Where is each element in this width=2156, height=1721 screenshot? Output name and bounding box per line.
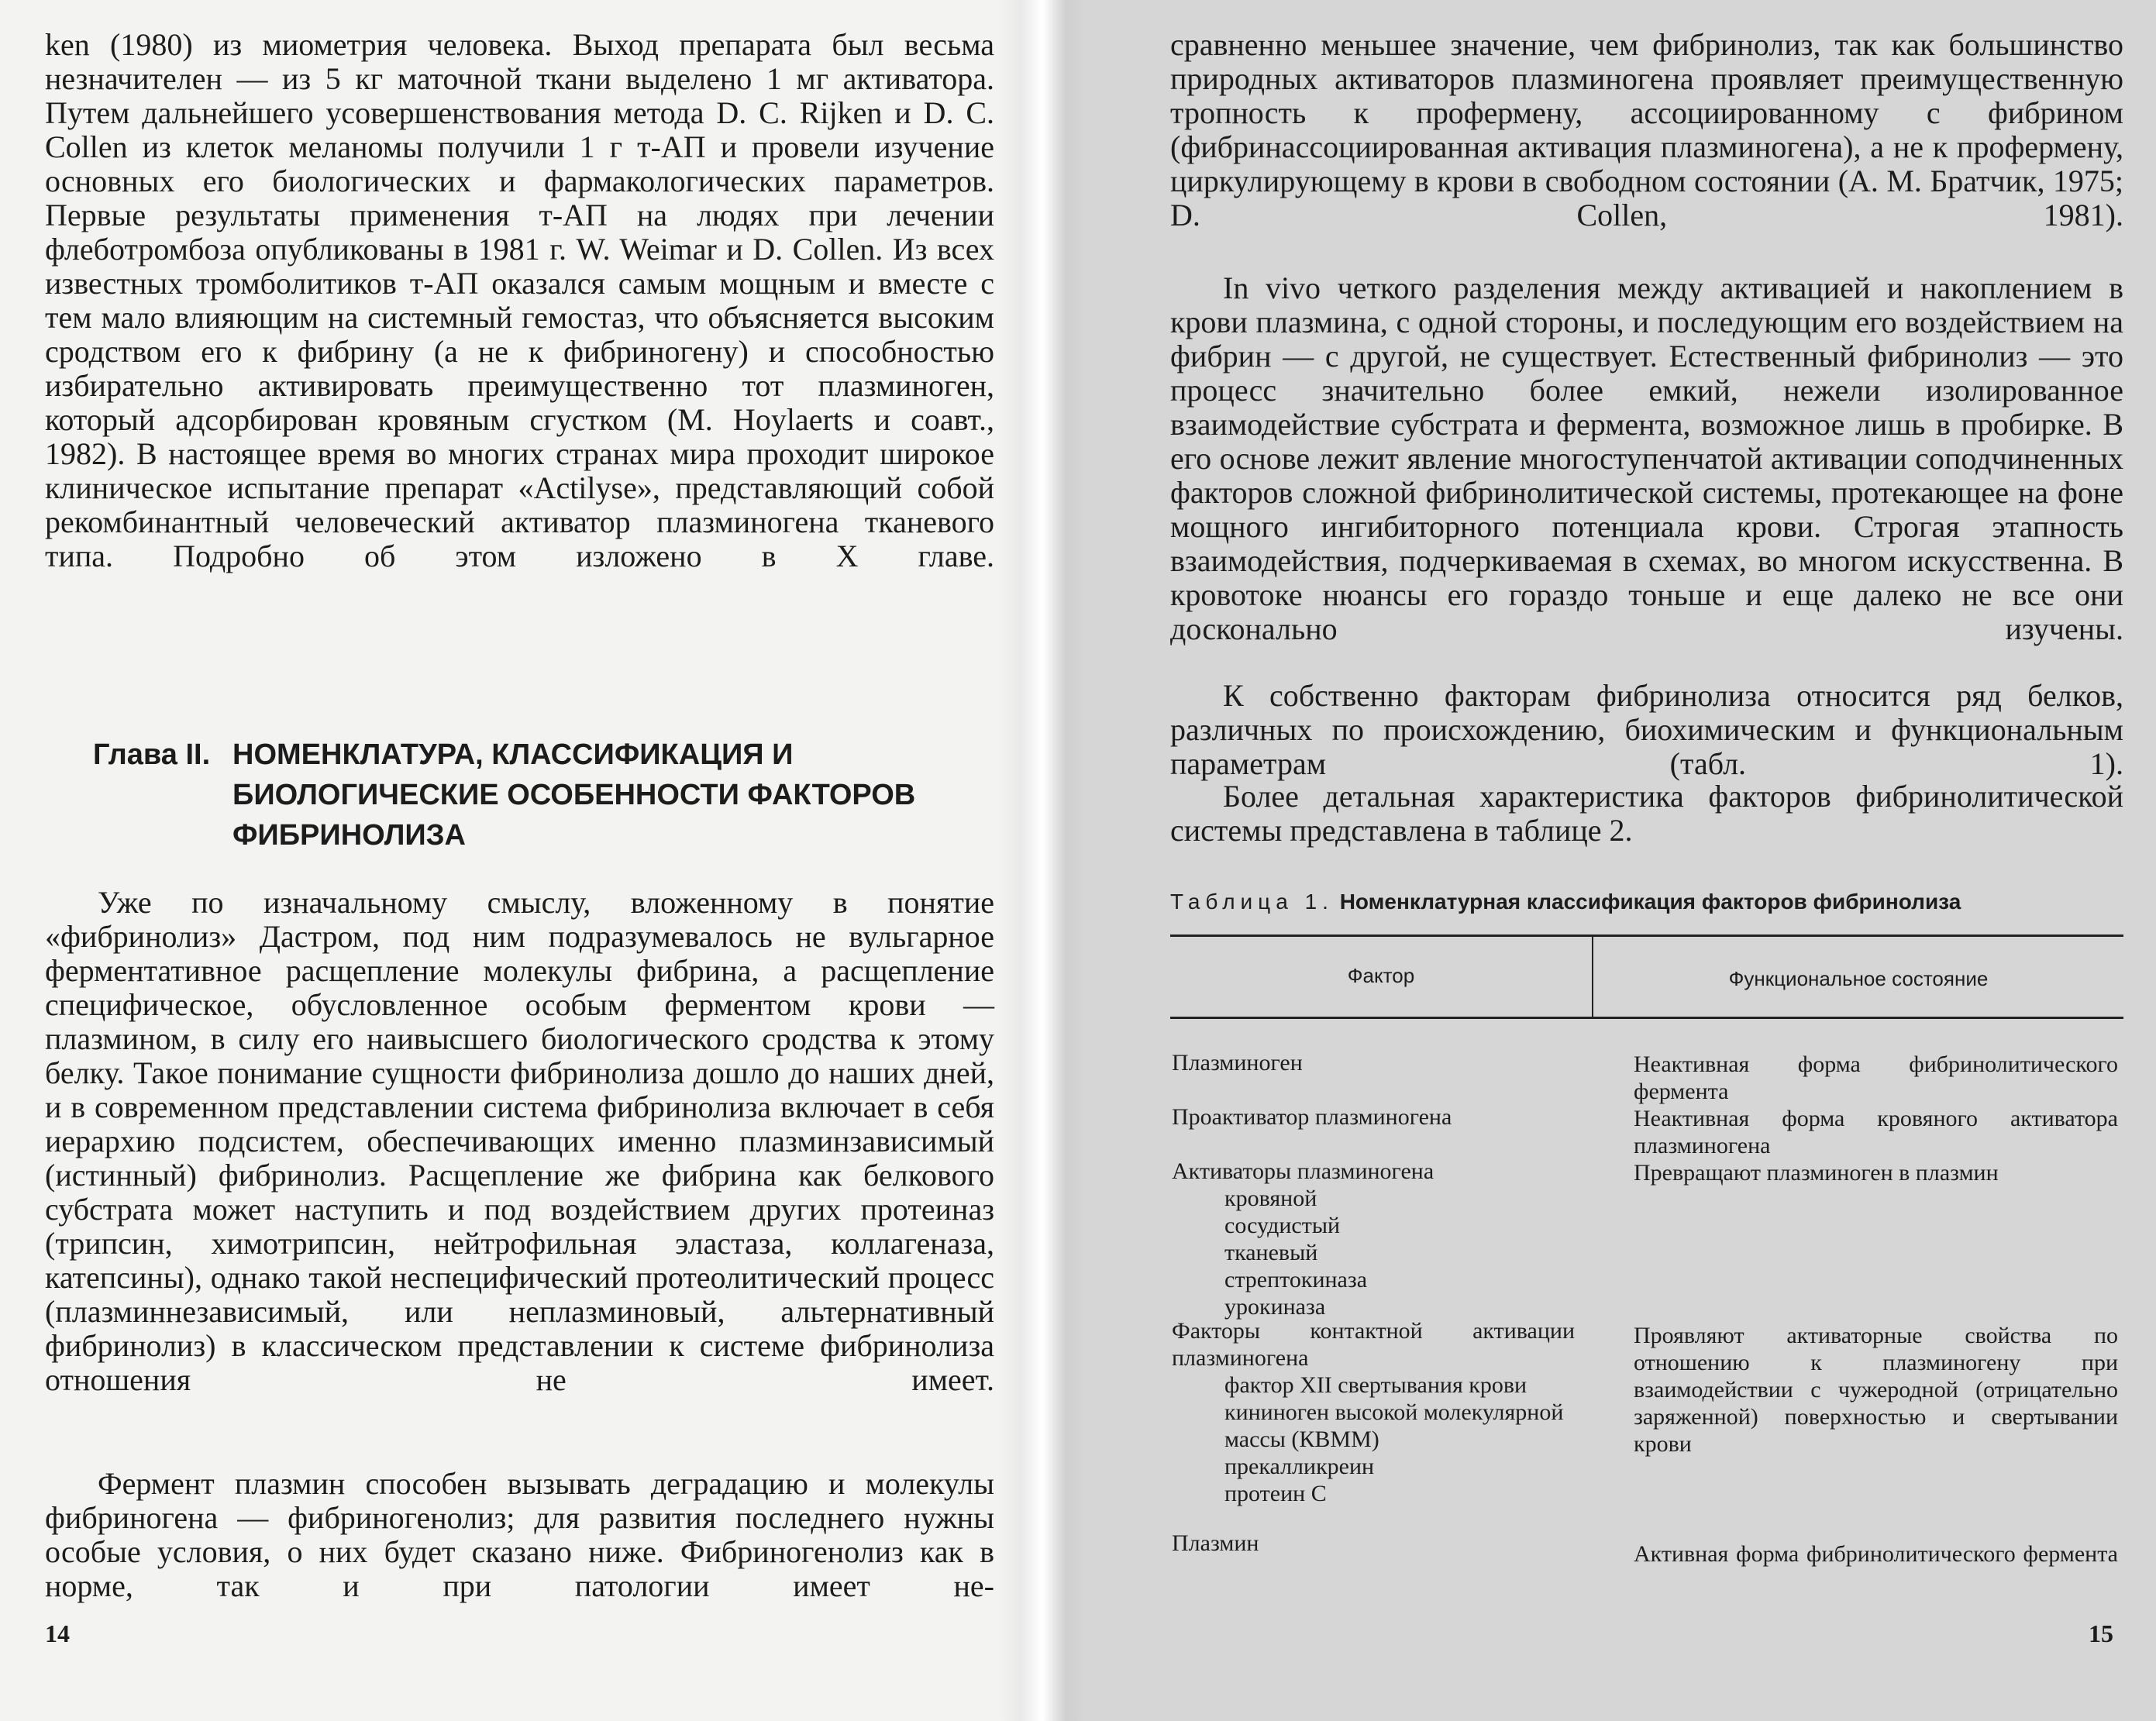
- table-function-4: Проявляют активаторные свойства по отношению к плазминогену при взаимодействии с чужеродной (отрицательно заряженной) поверхностью и свертывании крови: [1634, 1323, 2118, 1457]
- table-factor-4-sub-item: протеин С: [1224, 1481, 1327, 1506]
- table-function-2: Неактивная форма кровяного активатора плазминогена: [1634, 1106, 2118, 1158]
- right-paragraph-4: Более детальная характеристика факторов фибринолитической системы представлена в таблице 2.: [1170, 779, 2123, 848]
- table-caption: [1170, 890, 2123, 914]
- table-factor-3: [1172, 1158, 1606, 1320]
- table-factor-1: Плазминоген: [1172, 1050, 1303, 1076]
- right-paragraph-2: In vivo четкого разделения между активацией и накоплением в крови плазмина, с одной стороны, и последующим его воздействием на фибрин — с другой, не существует. Естественный фибринолиз — это процесс значительно более емкий, нежели изолированное взаимодействие субстрата и фермента, возможное лишь в пробирке. В его основе лежит явление многоступенчатой активации соподчиненных факторов сложной фибринолитической системы, протекающее на фоне мощного ингибиторного потенциала крови. Строгая этапность взаимодействия, подчеркиваемая в схемах, во многом искусственна. В кровотоке нюансы его гораздо тоньше и еще далеко не все они досконально изучены.: [1170, 270, 2123, 646]
- page-number-left: 14: [45, 1619, 70, 1647]
- table-factor-4-sub-item: кининоген высокой молекулярной массы (КВММ): [1224, 1399, 1564, 1452]
- left-paragraph-2: Уже по изначальному смыслу, вложенному в понятие «фибринолиз» Дастром, под ним подразумевалось не вульгарное ферментативное расщепление молекулы фибрина, а расщепление специфическое, обусловленное особым ферментом крови — плазмином, в силу его наивысшего биологического сродства к этому белку. Такое понимание сущности фибринолиза дошло до наших дней, и в современном представлении система фибринолиза включает в себя иерархию подсистем, обеспечивающих именно плазминзависимый (истинный) фибринолиз. Расщепление же фибрина как белкового субстрата может наступить и под воздействием других протеиназ (трипсин, химотрипсин, нейтрофильная эластаза, коллагеназа, катепсины), однако такой неспецифический протеолитический процесс (плазминнезависимый, или неплазминовый, альтернативный фибринолиз) в классическом представлении к системе фибринолиза отношения не имеет.: [45, 885, 994, 1397]
- left-paragraph-3: Фермент плазмин способен вызывать деградацию и молекулы фибриногена — фибриногенолиз; для развития последнего нужны особые условия, о них будет сказано ниже. Фибриногенолиз как в норме, так и при патологии имеет не-: [45, 1466, 994, 1603]
- table-caption-title: Номенклатурная классификация факторов фибринолиза: [1339, 890, 1961, 914]
- table-factor-3-sub-item: урокиназа: [1224, 1294, 1326, 1320]
- left-paragraph-1: ken (1980) из миометрия человека. Выход препарата был весьма незначителен — из 5 кг маточной ткани выделено 1 мг активатора. Путем дальнейшего усовершенствования метода D. C. Rijken и D. C. Collen из клеток меланомы получили 1 г т-АП и провели изучение основных его биологических и фармакологических параметров. Первые результаты применения т-АП на людях при лечении флеботромбоза опубликованы в 1981 г. W. Weimar и D. Collen. Из всех известных тромболитиков т-АП оказался самым мощным и вместе с тем мало влияющим на системный гемостаз, что объясняется высоким сродством его к фибрину (а не к фибриногену) и способностью избирательно активировать преимущественно тот плазминоген, который адсорбирован кровяным сгустком (M. Hoylaerts и соавт., 1982). В настоящее время во многих странах мира проходит широкое клиническое испытание препарат «Actilyse», представляющий собой рекомбинантный человеческий активатор плазминогена тканевого типа. Подробно об этом изложено в X главе.: [45, 27, 994, 573]
- table-header-factor: Фактор: [1347, 964, 1415, 987]
- table-header-rule: [1170, 1017, 2123, 1019]
- table-factor-4-name: Факторы контактной активации плазминогена: [1172, 1318, 1575, 1371]
- table-factor-3-sub-item: стрептокиназа: [1224, 1267, 1368, 1292]
- right-paragraph-1: сравненно меньшее значение, чем фибринолиз, так как большинство природных активаторов плазминогена проявляет преимущественную тропность к профермену, ассоциированному с фибрином (фибринассоциированная активация плазминогена), а не к профермену, циркулирующему в крови в свободном состоянии (А. М. Братчик, 1975; D. Collen, 1981).: [1170, 27, 2123, 232]
- table-function-5: Активная форма фибринолитического фермента: [1634, 1541, 2118, 1567]
- table-factor-3-name: Активаторы плазминогена: [1172, 1158, 1434, 1184]
- table-factor-4-sub-item: фактор XII свертывания крови: [1224, 1372, 1527, 1398]
- table-function-3: Превращают плазминоген в плазмин: [1634, 1160, 1999, 1186]
- table-factor-3-sub-item: сосудистый: [1224, 1213, 1341, 1238]
- table-factor-3-sub-item: тканевый: [1224, 1240, 1318, 1265]
- table-factor-2: Проактиватор плазминогена: [1172, 1104, 1452, 1130]
- right-paragraph-3: К собственно факторам фибринолиза относится ряд белков, различных по происхождению, биохимическим и функциональным параметрам (табл. 1).: [1170, 678, 2123, 781]
- table-factor-4-sub-item: прекалликреин: [1224, 1454, 1375, 1479]
- chapter-heading: [93, 735, 1007, 855]
- chapter-title: НОМЕНКЛАТУРА, КЛАССИФИКАЦИЯ И БИОЛОГИЧЕСКИЕ ОСОБЕННОСТИ ФАКТОРОВ ФИБРИНОЛИЗА: [232, 738, 916, 852]
- page-number-right: 15: [2089, 1619, 2113, 1647]
- chapter-label: Глава II.: [93, 738, 211, 771]
- table-top-rule: [1170, 935, 2123, 937]
- table-factor-5: Плазмин: [1172, 1530, 1259, 1556]
- book-gutter: [1000, 0, 1085, 1721]
- table-factor-4: [1172, 1317, 1575, 1507]
- table-caption-label: Таблица 1.: [1170, 890, 1334, 914]
- table-function-1: Неактивная форма фибринолитического фермента: [1634, 1052, 2118, 1104]
- table-header-function: Функциональное состояние: [1728, 967, 1989, 990]
- table-factor-3-sub-item: кровяной: [1224, 1186, 1317, 1211]
